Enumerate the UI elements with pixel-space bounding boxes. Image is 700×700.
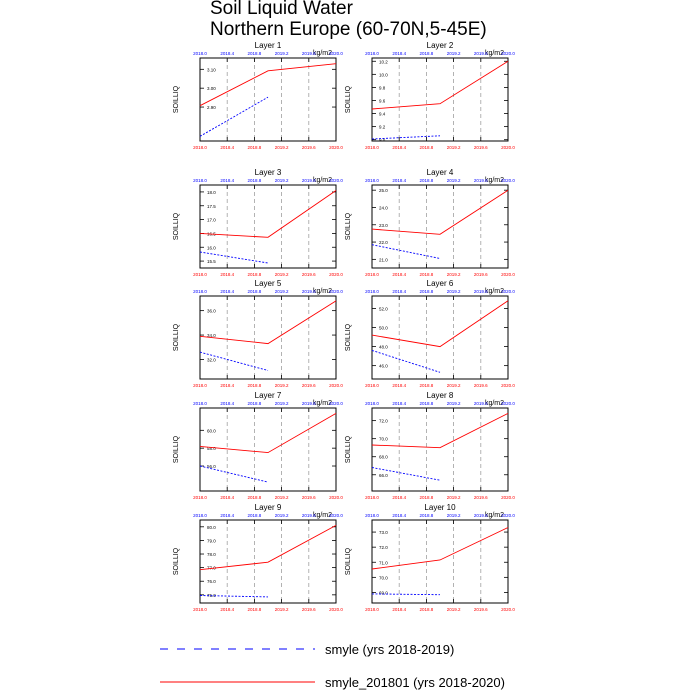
y-tick-label: 60.0 bbox=[207, 428, 216, 434]
x-tick-label-bottom: 2019.2 bbox=[446, 495, 461, 500]
x-tick-label-top: 2020.0 bbox=[329, 178, 343, 183]
x-tick-label-bottom: 2019.2 bbox=[274, 495, 289, 500]
x-tick-label-top: 2020.0 bbox=[501, 178, 515, 183]
x-tick-label-bottom: 2018.0 bbox=[365, 495, 379, 500]
x-tick-label-top: 2018.8 bbox=[419, 51, 434, 56]
x-tick-label-bottom: 2019.6 bbox=[301, 145, 316, 150]
panel-title: Layer 8 bbox=[426, 391, 454, 400]
x-tick-label-top: 2018.4 bbox=[220, 178, 235, 183]
x-tick-label-bottom: 2018.8 bbox=[419, 145, 434, 150]
y-tick-label: 18.0 bbox=[207, 189, 216, 195]
panel-title: Layer 5 bbox=[254, 279, 282, 288]
series-line-smyle-201801 bbox=[200, 64, 336, 106]
series-line-smyle-201801 bbox=[200, 413, 336, 452]
x-tick-label-top: 2018.0 bbox=[365, 51, 379, 56]
x-tick-label-top: 2018.4 bbox=[392, 513, 407, 518]
x-tick-label-top: 2018.0 bbox=[365, 289, 379, 294]
x-tick-label-top: 2019.2 bbox=[446, 401, 461, 406]
series-line-smyle bbox=[372, 350, 440, 372]
x-tick-label-bottom: 2020.0 bbox=[501, 607, 515, 612]
y-axis-label: SOILLIQ bbox=[173, 212, 180, 241]
y-tick-label: 50.0 bbox=[379, 325, 388, 331]
series-line-smyle-201801 bbox=[372, 61, 508, 109]
series-line-smyle-201801 bbox=[372, 301, 508, 347]
y-tick-label: 32.0 bbox=[207, 357, 216, 363]
x-tick-label-top: 2019.2 bbox=[274, 401, 289, 406]
x-tick-label-bottom: 2019.6 bbox=[473, 272, 488, 277]
y-tick-label: 73.0 bbox=[379, 530, 388, 536]
title-line-2: Northern Europe (60-70N,5-45E) bbox=[210, 19, 487, 40]
x-tick-label-top: 2019.6 bbox=[473, 401, 488, 406]
y-tick-label: 76.0 bbox=[207, 579, 216, 585]
x-tick-label-bottom: 2019.6 bbox=[301, 272, 316, 277]
x-tick-label-top: 2018.4 bbox=[392, 178, 407, 183]
y-axis-label: SOILLIQ bbox=[173, 323, 180, 352]
y-tick-label: 70.0 bbox=[379, 436, 388, 442]
x-tick-label-bottom: 2018.0 bbox=[193, 495, 207, 500]
x-tick-label-top: 2018.4 bbox=[392, 401, 407, 406]
x-tick-label-top: 2019.6 bbox=[301, 401, 316, 406]
y-tick-label: 23.0 bbox=[379, 222, 388, 228]
x-tick-label-top: 2020.0 bbox=[329, 51, 343, 56]
x-tick-label-bottom: 2019.2 bbox=[274, 272, 289, 277]
y-tick-label: 58.0 bbox=[207, 446, 216, 452]
panel-units: kg/m2 bbox=[484, 288, 504, 295]
plot-frame bbox=[200, 408, 336, 491]
y-tick-label: 72.0 bbox=[379, 418, 388, 424]
y-tick-label: 25.0 bbox=[379, 188, 388, 194]
x-tick-label-bottom: 2018.4 bbox=[220, 383, 235, 388]
x-tick-label-bottom: 2019.2 bbox=[274, 383, 289, 388]
panel-title: Layer 3 bbox=[254, 168, 282, 177]
y-axis-label: SOILLIQ bbox=[173, 435, 180, 464]
x-tick-label-top: 2018.8 bbox=[419, 513, 434, 518]
x-tick-label-top: 2018.4 bbox=[220, 51, 235, 56]
x-tick-label-top: 2018.0 bbox=[193, 289, 207, 294]
x-tick-label-bottom: 2018.8 bbox=[247, 607, 262, 612]
y-tick-label: 71.0 bbox=[379, 560, 388, 566]
y-axis-label: SOILLIQ bbox=[345, 547, 352, 576]
x-tick-label-top: 2018.8 bbox=[419, 178, 434, 183]
x-tick-label-bottom: 2018.8 bbox=[247, 145, 262, 150]
x-tick-label-bottom: 2020.0 bbox=[329, 145, 343, 150]
y-tick-label: 24.0 bbox=[379, 205, 388, 211]
panel-units: kg/m2 bbox=[484, 50, 504, 57]
panel-units: kg/m2 bbox=[484, 400, 504, 407]
y-tick-label: 78.0 bbox=[207, 552, 216, 558]
y-tick-label: 9.4 bbox=[379, 111, 386, 117]
x-tick-label-bottom: 2018.4 bbox=[392, 607, 407, 612]
x-tick-label-bottom: 2020.0 bbox=[329, 272, 343, 277]
x-tick-label-top: 2019.6 bbox=[473, 51, 488, 56]
x-tick-label-bottom: 2018.8 bbox=[247, 495, 262, 500]
x-tick-label-bottom: 2018.0 bbox=[365, 383, 379, 388]
x-tick-label-top: 2019.2 bbox=[446, 178, 461, 183]
x-tick-label-top: 2020.0 bbox=[501, 513, 515, 518]
y-tick-label: 2.90 bbox=[207, 105, 216, 111]
y-tick-label: 46.0 bbox=[379, 363, 388, 369]
x-tick-label-top: 2018.0 bbox=[193, 513, 207, 518]
x-tick-label-top: 2019.6 bbox=[473, 513, 488, 518]
plot-frame bbox=[372, 58, 508, 141]
panel-units: kg/m2 bbox=[312, 50, 332, 57]
y-tick-label: 80.0 bbox=[207, 524, 216, 530]
y-tick-label: 3.10 bbox=[207, 67, 216, 73]
x-tick-label-top: 2018.4 bbox=[220, 513, 235, 518]
y-tick-label: 72.0 bbox=[379, 545, 388, 551]
y-tick-label: 22.0 bbox=[379, 240, 388, 246]
x-tick-label-top: 2020.0 bbox=[329, 513, 343, 518]
series-line-smyle-201801 bbox=[372, 413, 508, 447]
y-tick-label: 16.0 bbox=[207, 245, 216, 251]
x-tick-label-top: 2018.8 bbox=[419, 289, 434, 294]
x-tick-label-bottom: 2020.0 bbox=[501, 383, 515, 388]
y-axis-label: SOILLIQ bbox=[345, 85, 352, 114]
x-tick-label-bottom: 2018.4 bbox=[220, 145, 235, 150]
y-tick-label: 17.5 bbox=[207, 203, 216, 209]
y-tick-label: 56.0 bbox=[207, 464, 216, 470]
y-tick-label: 15.5 bbox=[207, 259, 216, 265]
y-tick-label: 36.0 bbox=[207, 308, 216, 314]
panel-units: kg/m2 bbox=[312, 288, 332, 295]
x-tick-label-top: 2018.0 bbox=[193, 178, 207, 183]
x-tick-label-top: 2018.8 bbox=[247, 51, 262, 56]
x-tick-label-bottom: 2019.6 bbox=[473, 495, 488, 500]
plot-frame bbox=[372, 408, 508, 491]
x-tick-label-bottom: 2018.4 bbox=[392, 272, 407, 277]
chart-legend bbox=[0, 630, 700, 700]
x-tick-label-top: 2019.2 bbox=[446, 289, 461, 294]
y-tick-label: 79.0 bbox=[207, 538, 216, 544]
x-tick-label-bottom: 2019.2 bbox=[446, 145, 461, 150]
plot-frame bbox=[200, 520, 336, 603]
y-tick-label: 75.0 bbox=[207, 592, 216, 598]
x-tick-label-bottom: 2019.6 bbox=[473, 145, 488, 150]
x-tick-label-top: 2018.8 bbox=[247, 178, 262, 183]
y-axis-label: SOILLIQ bbox=[345, 212, 352, 241]
x-tick-label-top: 2018.8 bbox=[247, 401, 262, 406]
x-tick-label-bottom: 2019.6 bbox=[301, 607, 316, 612]
x-tick-label-top: 2019.6 bbox=[301, 51, 316, 56]
x-tick-label-top: 2020.0 bbox=[501, 289, 515, 294]
y-tick-label: 52.0 bbox=[379, 306, 388, 312]
legend-label-smyle-201801: smyle_201801 (yrs 2018-2020) bbox=[325, 675, 505, 690]
title-line-1: Soil Liquid Water bbox=[210, 0, 353, 19]
x-tick-label-top: 2018.8 bbox=[419, 401, 434, 406]
x-tick-label-bottom: 2020.0 bbox=[329, 607, 343, 612]
x-tick-label-bottom: 2019.2 bbox=[446, 607, 461, 612]
x-tick-label-top: 2020.0 bbox=[501, 51, 515, 56]
x-tick-label-bottom: 2018.0 bbox=[365, 272, 379, 277]
x-tick-label-top: 2020.0 bbox=[329, 401, 343, 406]
x-tick-label-bottom: 2018.4 bbox=[220, 607, 235, 612]
x-tick-label-bottom: 2018.8 bbox=[419, 495, 434, 500]
x-tick-label-bottom: 2018.8 bbox=[419, 607, 434, 612]
y-tick-label: 77.0 bbox=[207, 565, 216, 571]
y-tick-label: 66.0 bbox=[379, 472, 388, 478]
x-tick-label-bottom: 2018.4 bbox=[220, 495, 235, 500]
x-tick-label-top: 2020.0 bbox=[501, 401, 515, 406]
x-tick-label-top: 2018.8 bbox=[247, 289, 262, 294]
series-line-smyle-201801 bbox=[372, 528, 508, 570]
x-tick-label-top: 2020.0 bbox=[329, 289, 343, 294]
x-tick-label-top: 2018.4 bbox=[220, 401, 235, 406]
x-tick-label-bottom: 2019.6 bbox=[473, 383, 488, 388]
series-line-smyle-201801 bbox=[200, 301, 336, 344]
x-tick-label-top: 2018.8 bbox=[247, 513, 262, 518]
y-tick-label: 9.8 bbox=[379, 85, 386, 91]
x-tick-label-bottom: 2018.0 bbox=[193, 607, 207, 612]
panel-units: kg/m2 bbox=[312, 177, 332, 184]
panel-units: kg/m2 bbox=[312, 400, 332, 407]
x-tick-label-bottom: 2020.0 bbox=[501, 272, 515, 277]
x-tick-label-top: 2019.6 bbox=[473, 178, 488, 183]
series-line-smyle-201801 bbox=[200, 525, 336, 569]
x-tick-label-bottom: 2018.8 bbox=[419, 383, 434, 388]
x-tick-label-bottom: 2019.2 bbox=[274, 607, 289, 612]
x-tick-label-bottom: 2019.6 bbox=[301, 495, 316, 500]
y-axis-label: SOILLIQ bbox=[173, 547, 180, 576]
x-tick-label-bottom: 2018.0 bbox=[365, 145, 379, 150]
y-tick-label: 68.0 bbox=[379, 454, 388, 460]
x-tick-label-top: 2018.4 bbox=[220, 289, 235, 294]
x-tick-label-top: 2019.6 bbox=[301, 513, 316, 518]
x-tick-label-bottom: 2018.8 bbox=[419, 272, 434, 277]
panel-title: Layer 9 bbox=[254, 503, 282, 512]
x-tick-label-top: 2019.2 bbox=[446, 51, 461, 56]
x-tick-label-bottom: 2018.4 bbox=[392, 495, 407, 500]
x-tick-label-top: 2018.0 bbox=[365, 178, 379, 183]
series-line-smyle bbox=[200, 97, 268, 136]
y-axis-label: SOILLIQ bbox=[173, 85, 180, 114]
x-tick-label-bottom: 2020.0 bbox=[501, 495, 515, 500]
x-tick-label-top: 2018.0 bbox=[365, 401, 379, 406]
plot-frame bbox=[372, 520, 508, 603]
panel-title: Layer 6 bbox=[426, 279, 454, 288]
y-tick-label: 17.0 bbox=[207, 217, 216, 223]
panel-title: Layer 10 bbox=[424, 503, 456, 512]
y-tick-label: 9.6 bbox=[379, 98, 386, 104]
y-tick-label: 9.2 bbox=[379, 124, 386, 130]
x-tick-label-bottom: 2019.2 bbox=[274, 145, 289, 150]
x-tick-label-bottom: 2018.8 bbox=[247, 383, 262, 388]
x-tick-label-bottom: 2019.2 bbox=[446, 383, 461, 388]
plot-frame bbox=[200, 296, 336, 379]
legend-label-smyle: smyle (yrs 2018-2019) bbox=[325, 642, 455, 657]
plot-frame bbox=[372, 296, 508, 379]
y-tick-label: 10.0 bbox=[379, 72, 388, 78]
x-tick-label-bottom: 2018.4 bbox=[392, 145, 407, 150]
x-tick-label-top: 2019.2 bbox=[446, 513, 461, 518]
x-tick-label-bottom: 2018.0 bbox=[193, 272, 207, 277]
y-tick-label: 34.0 bbox=[207, 333, 216, 339]
y-tick-label: 9.0 bbox=[379, 137, 386, 143]
x-tick-label-top: 2019.6 bbox=[301, 178, 316, 183]
x-tick-label-top: 2019.6 bbox=[301, 289, 316, 294]
y-tick-label: 69.0 bbox=[379, 590, 388, 596]
x-tick-label-bottom: 2018.0 bbox=[193, 145, 207, 150]
x-tick-label-bottom: 2020.0 bbox=[329, 495, 343, 500]
y-axis-label: SOILLIQ bbox=[345, 435, 352, 464]
x-tick-label-bottom: 2019.2 bbox=[446, 272, 461, 277]
panel-title: Layer 4 bbox=[426, 168, 454, 177]
plot-frame bbox=[200, 185, 336, 268]
series-line-smyle-201801 bbox=[372, 190, 508, 234]
y-tick-label: 16.5 bbox=[207, 231, 216, 237]
x-tick-label-top: 2018.0 bbox=[365, 513, 379, 518]
x-tick-label-bottom: 2020.0 bbox=[501, 145, 515, 150]
x-tick-label-top: 2018.4 bbox=[392, 289, 407, 294]
x-tick-label-top: 2019.2 bbox=[274, 178, 289, 183]
y-axis-label: SOILLIQ bbox=[345, 323, 352, 352]
x-tick-label-top: 2019.2 bbox=[274, 289, 289, 294]
x-tick-label-bottom: 2020.0 bbox=[329, 383, 343, 388]
y-tick-label: 70.0 bbox=[379, 575, 388, 581]
x-tick-label-top: 2019.2 bbox=[274, 51, 289, 56]
panel-units: kg/m2 bbox=[484, 177, 504, 184]
x-tick-label-bottom: 2018.4 bbox=[392, 383, 407, 388]
x-tick-label-top: 2019.2 bbox=[274, 513, 289, 518]
x-tick-label-top: 2018.4 bbox=[392, 51, 407, 56]
x-tick-label-bottom: 2018.0 bbox=[365, 607, 379, 612]
series-line-smyle-201801 bbox=[200, 191, 336, 238]
x-tick-label-bottom: 2018.8 bbox=[247, 272, 262, 277]
y-tick-label: 10.2 bbox=[379, 59, 388, 65]
x-tick-label-top: 2018.0 bbox=[193, 401, 207, 406]
panel-units: kg/m2 bbox=[312, 512, 332, 519]
panel-title: Layer 1 bbox=[254, 41, 282, 50]
panel-title: Layer 2 bbox=[426, 41, 454, 50]
x-tick-label-top: 2018.0 bbox=[193, 51, 207, 56]
x-tick-label-bottom: 2019.6 bbox=[301, 383, 316, 388]
plot-frame bbox=[372, 185, 508, 268]
x-tick-label-top: 2019.6 bbox=[473, 289, 488, 294]
x-tick-label-bottom: 2018.0 bbox=[193, 383, 207, 388]
y-tick-label: 48.0 bbox=[379, 344, 388, 350]
y-tick-label: 21.0 bbox=[379, 257, 388, 263]
x-tick-label-bottom: 2018.4 bbox=[220, 272, 235, 277]
x-tick-label-bottom: 2019.6 bbox=[473, 607, 488, 612]
panel-units: kg/m2 bbox=[484, 512, 504, 519]
y-tick-label: 3.00 bbox=[207, 86, 216, 92]
panel-title: Layer 7 bbox=[254, 391, 282, 400]
